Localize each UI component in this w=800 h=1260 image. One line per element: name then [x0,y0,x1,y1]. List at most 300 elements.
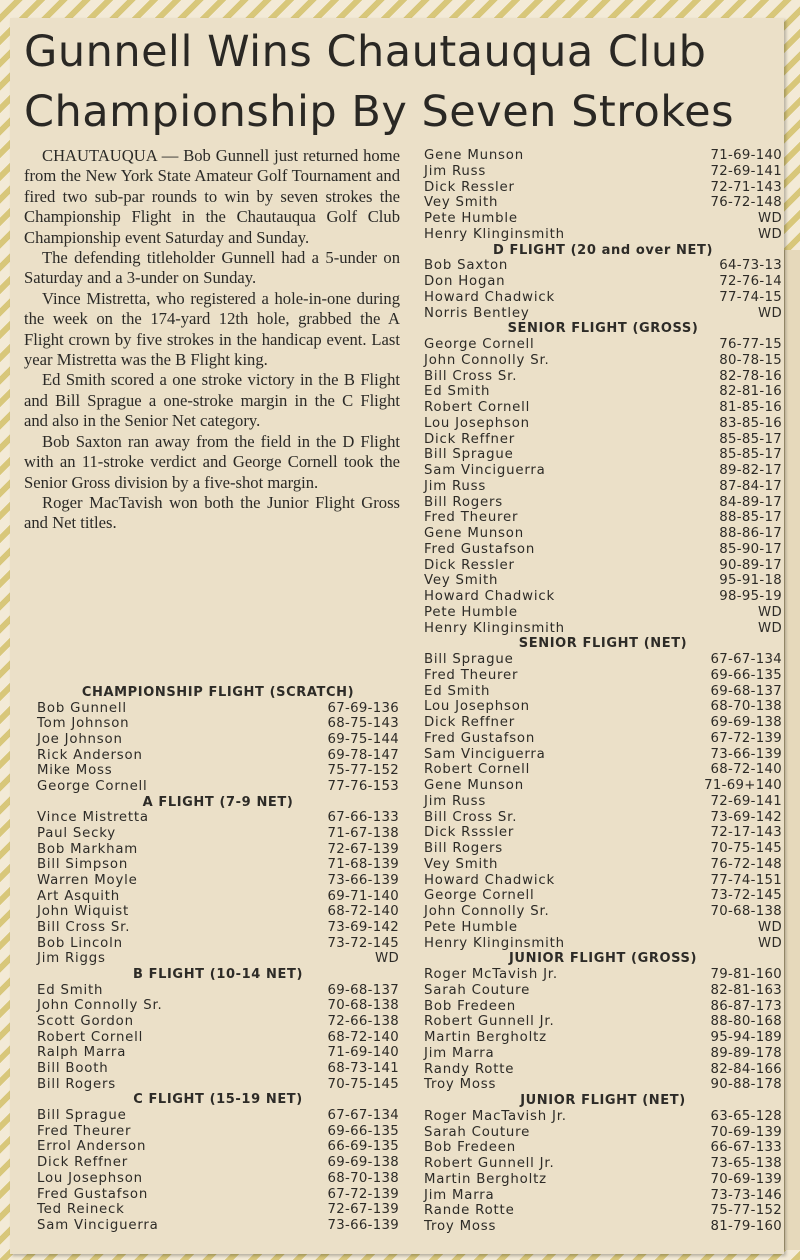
player-score: 77-76-153 [327,779,399,795]
result-row [424,164,782,180]
player-score: 88-80-168 [710,1014,782,1030]
result-row [424,983,782,999]
player-name: George Cornell [424,888,535,904]
player-name: Sarah Couture [424,982,531,998]
player-name: Gene Munson [424,778,524,793]
player-score: 85-85-17 [719,447,782,463]
result-row [424,1172,782,1188]
player-score: 72-66-138 [327,1014,399,1030]
result-row [37,1124,399,1140]
player-name: Rick Anderson [37,747,143,763]
player-name: Robert Cornell [424,400,531,415]
flight-heading: SENIOR FLIGHT (NET) [518,636,688,652]
result-row [424,1109,782,1125]
player-score: 86-87-173 [710,998,782,1014]
player-name: Troy Moss [424,1077,497,1093]
player-score: 77-74-151 [710,872,782,888]
player-score: 72-71-143 [710,179,782,195]
player-score: 71-69+140 [704,778,782,793]
player-score: 72-67-139 [327,841,399,857]
result-row [424,904,782,920]
result-row [424,936,782,952]
player-name: Martin Bergholtz [424,1171,547,1187]
result-row [37,936,399,952]
newspaper-clipping [10,18,784,1254]
player-score: 69-68-137 [327,982,399,998]
result-row [37,810,399,826]
headline-line-2: Championship By Seven Strokes [24,87,734,137]
player-score: 89-82-17 [719,463,782,478]
result-row [424,888,782,904]
results-column-left [37,685,399,1234]
player-name: Dick Ressler [424,179,515,195]
player-name: Bill Rogers [37,1076,117,1092]
result-row [37,842,399,858]
player-name: Art Asquith [37,888,121,904]
flight-heading: JUNIOR FLIGHT (GROSS) [509,951,697,967]
result-row [37,889,399,905]
player-name: Pete Humble [424,211,518,226]
player-score: 72-69-141 [710,163,782,179]
result-row [424,211,782,227]
result-row [424,337,782,353]
player-name: Warren Moyle [37,873,138,889]
player-name: Jim Riggs [37,951,106,967]
article-paragraph: Ed Smith scored a one stroke victory in the B Flight and Bill Sprague a one-stroke margin in the C Flight and also in the Senior Net category. [24,370,400,431]
result-row [424,542,782,558]
result-row [37,1045,399,1061]
player-name: Bill Cross Sr. [37,920,131,936]
headline-line-1: Gunnell Wins Chautauqua Club [24,27,707,77]
result-row [424,290,782,306]
result-row [37,998,399,1014]
result-row [424,369,782,385]
player-score: 85-85-17 [719,431,782,447]
player-name: Bill Cross Sr. [424,809,518,825]
player-name: Dick Rsssler [424,825,515,841]
player-name: Errol Anderson [37,1139,147,1155]
player-score: 69-66-135 [710,667,782,683]
player-score: 98-95-19 [719,589,782,604]
player-name: Dick Reffner [424,715,516,730]
player-name: Bill Rogers [424,841,504,856]
player-score: 95-94-189 [710,1030,782,1045]
player-score: 71-68-139 [327,857,399,873]
headline [24,22,784,142]
player-name: Troy Moss [424,1219,497,1234]
result-row [424,353,782,369]
player-score: 69-69-138 [327,1155,399,1171]
player-score: WD [375,951,399,967]
player-name: Jim Russ [424,793,487,809]
player-score: 88-86-17 [719,526,782,541]
player-name: Bob Saxton [424,258,509,274]
player-name: Vey Smith [424,856,499,872]
result-row [424,825,782,841]
result-row [424,1140,782,1156]
player-score: 75-77-152 [327,763,399,779]
player-name: Ed Smith [37,982,104,998]
result-row [424,195,782,211]
player-score: 80-78-15 [719,352,782,368]
player-name: Sam Vinciguerra [37,1217,159,1233]
result-row [424,684,782,700]
player-score: 73-72-145 [327,935,399,951]
player-score: 69-71-140 [327,888,399,904]
result-row [424,1062,782,1078]
result-row [424,1156,782,1172]
player-name: Scott Gordon [37,1014,134,1030]
player-name: Norris Bentley [424,305,530,321]
player-name: Howard Chadwick [424,589,555,604]
player-name: Bill Sprague [37,1108,127,1124]
player-score: 82-78-16 [719,368,782,384]
player-score: 76-72-148 [710,195,782,211]
result-row [424,762,782,778]
player-name: George Cornell [424,337,535,352]
result-row [424,227,782,243]
player-score: 73-66-139 [327,873,399,889]
result-row [424,274,782,290]
result-row [37,1171,399,1187]
player-name: Bob Fredeen [424,1140,516,1156]
player-name: Joe Johnson [37,732,123,748]
result-row [424,1188,782,1204]
player-score: 72-17-143 [710,825,782,841]
player-name: Bill Sprague [424,652,514,667]
result-row [424,857,782,873]
player-name: Lou Josephson [424,415,530,431]
player-score: WD [758,935,782,951]
result-row [424,306,782,322]
player-name: Sarah Couture [424,1124,531,1140]
player-name: Roger MacTavish Jr. [424,1108,567,1124]
player-score: 83-85-16 [719,415,782,431]
result-row [37,732,399,748]
result-row [424,148,782,164]
player-score: 89-89-178 [710,1045,782,1061]
result-row [424,573,782,589]
flight-heading: D FLIGHT (20 and over NET) [492,242,713,258]
player-name: Fred Theurer [37,1123,132,1139]
result-row [424,526,782,542]
player-name: Robert Gunnell Jr. [424,1014,555,1030]
result-row [37,1139,399,1155]
flight-heading: C FLIGHT (15-19 NET) [133,1092,303,1108]
result-row [424,621,782,637]
result-row [424,589,782,605]
result-row [37,920,399,936]
player-score: 68-72-140 [327,904,399,920]
result-row [424,479,782,495]
player-name: Ralph Marra [37,1045,127,1061]
result-row [424,747,782,763]
player-score: 77-74-15 [719,289,782,305]
flight-heading: JUNIOR FLIGHT (NET) [520,1093,686,1108]
player-name: Dick Reffner [424,431,516,447]
player-score: 85-90-17 [719,541,782,557]
player-name: Mike Moss [37,763,113,779]
player-name: John Connolly Sr. [424,904,550,919]
result-row [424,668,782,684]
result-row [37,1077,399,1093]
result-row [37,748,399,764]
player-name: Ted Reineck [37,1202,125,1218]
result-row [424,920,782,936]
player-score: 73-66-139 [710,746,782,762]
player-score: WD [758,226,782,242]
player-score: 68-73-141 [327,1061,399,1077]
player-score: 84-89-17 [719,494,782,510]
result-row [37,1030,399,1046]
article-paragraph: CHAUTAUQUA — Bob Gunnell just returned home from the New York State Amateur Golf Tournament and fired two sub-par rounds to win by seven strokes the Championship Flight in the Chautauqua Golf Club Championship event Saturday and Sunday. [24,146,400,247]
result-row [424,731,782,747]
result-row [37,1218,399,1234]
player-score: 64-73-13 [719,258,782,274]
result-row [424,605,782,621]
player-name: Bob Fredeen [424,998,516,1014]
player-name: Fred Theurer [424,667,519,683]
article-paragraph: The defending titleholder Gunnell had a 5-under on Saturday and a 3-under on Sunday. [24,248,400,288]
result-row [37,763,399,779]
player-name: Roger McTavish Jr. [424,967,558,982]
result-row [424,384,782,400]
player-name: Bill Sprague [424,447,514,463]
player-name: Fred Theurer [424,510,519,526]
player-score: 73-65-138 [710,1156,782,1171]
player-name: George Cornell [37,779,148,795]
result-row [37,1108,399,1124]
result-row [424,1125,782,1141]
player-score: 70-69-139 [710,1124,782,1140]
player-name: Vey Smith [424,573,499,589]
article-paragraph: Vince Mistretta, who registered a hole-in-one during the week on the 174-yard 12th hole, grabbed the A Flight crown by five strokes in the handicap event. Last year Mistretta was the B Flight king. [24,288,400,370]
result-row [37,1014,399,1030]
result-row [424,1219,782,1235]
player-score: 95-91-18 [719,573,782,589]
result-row [424,558,782,574]
player-name: Dick Reffner [37,1155,129,1171]
player-name: Bob Markham [37,841,139,857]
player-score: 73-69-142 [710,809,782,825]
results-column-right [424,148,782,1235]
player-score: 76-72-148 [710,856,782,872]
article-body [24,146,400,534]
result-row [424,1014,782,1030]
player-name: Pete Humble [424,919,518,935]
player-name: Don Hogan [424,274,506,289]
player-score: 72-76-14 [719,274,782,289]
player-score: 76-77-15 [719,337,782,352]
player-name: Fred Gustafson [424,730,536,746]
player-score: 75-77-152 [710,1203,782,1219]
player-name: Robert Gunnell Jr. [424,1156,555,1171]
player-score: 66-69-135 [327,1139,399,1155]
adjacent-clipping-edge [784,250,800,1250]
flight-heading: SENIOR FLIGHT (GROSS) [507,321,699,337]
flight-heading: B FLIGHT (10-14 NET) [133,967,303,983]
player-name: Henry Klinginsmith [424,935,565,951]
result-row [424,794,782,810]
player-score: 67-69-136 [327,700,399,716]
player-name: Jim Russ [424,478,487,494]
player-score: 63-65-128 [710,1108,782,1124]
player-score: 70-75-145 [710,841,782,856]
result-row [37,983,399,999]
player-score: 70-68-138 [327,998,399,1014]
player-score: 67-72-139 [710,730,782,746]
player-score: WD [758,211,782,226]
player-score: 81-85-16 [719,400,782,415]
result-row [37,716,399,732]
player-score: 71-69-140 [710,148,782,163]
player-name: Fred Gustafson [424,541,536,557]
result-row [37,1187,399,1203]
player-score: 69-78-147 [327,747,399,763]
result-row [37,1155,399,1171]
result-row [424,180,782,196]
player-score: 69-66-135 [327,1123,399,1139]
result-row [37,701,399,717]
player-score: 68-70-138 [710,699,782,715]
player-name: Gene Munson [424,526,524,541]
player-name: Jim Marra [424,1187,495,1203]
result-row [37,873,399,889]
player-score: 73-72-145 [710,888,782,904]
result-row [424,1030,782,1046]
player-score: 90-89-17 [719,557,782,573]
player-name: Bill Simpson [37,857,129,873]
player-name: Dick Ressler [424,557,515,573]
player-score: 71-69-140 [327,1045,399,1061]
result-row [424,495,782,511]
player-score: 72-67-139 [327,1202,399,1218]
player-score: 67-66-133 [327,810,399,826]
player-name: Howard Chadwick [424,872,555,888]
player-name: Randy Rotte [424,1061,515,1077]
player-score: 82-81-163 [710,982,782,998]
player-name: Bill Booth [37,1061,109,1077]
result-row [424,841,782,857]
player-score: 70-69-139 [710,1171,782,1187]
result-row [424,258,782,274]
player-score: 81-79-160 [710,1219,782,1234]
article-paragraph: Roger MacTavish won both the Junior Flight Gross and Net titles. [24,492,400,533]
result-row [424,463,782,479]
player-score: 70-68-138 [710,904,782,919]
player-name: Bob Gunnell [37,700,127,716]
player-score: 67-67-134 [710,652,782,667]
result-row [424,1077,782,1093]
player-name: Pete Humble [424,604,518,620]
player-name: Jim Marra [424,1045,495,1061]
player-score: WD [758,604,782,620]
player-name: Bob Lincoln [37,935,123,951]
result-row [424,967,782,983]
player-score: WD [758,305,782,321]
player-score: 73-69-142 [327,920,399,936]
flight-heading: CHAMPIONSHIP FLIGHT (SCRATCH) [81,685,355,700]
player-name: Bill Rogers [424,494,504,510]
player-name: Sam Vinciguerra [424,463,546,478]
player-score: 66-67-133 [710,1140,782,1156]
player-name: Lou Josephson [37,1170,143,1186]
player-score: 68-75-143 [327,716,399,732]
player-name: Paul Secky [37,826,116,842]
player-score: 68-70-138 [327,1170,399,1186]
player-name: Henry Klinginsmith [424,620,565,636]
flight-heading: A FLIGHT (7-9 NET) [142,794,294,810]
player-name: Martin Bergholtz [424,1030,547,1045]
player-name: Henry Klinginsmith [424,226,565,242]
player-name: Vey Smith [424,195,499,211]
result-row [424,652,782,668]
player-score: 82-81-16 [719,384,782,400]
result-row [424,400,782,416]
player-score: WD [758,620,782,636]
player-score: 67-72-139 [327,1186,399,1202]
article-paragraph: Bob Saxton ran away from the field in the D Flight with an 11-stroke verdict and George Cornell took the Senior Gross division by a five-shot margin. [24,431,400,492]
result-row [424,699,782,715]
result-row [37,951,399,967]
player-name: John Connolly Sr. [424,352,550,368]
result-row [424,1046,782,1062]
result-row [37,779,399,795]
result-row [424,1203,782,1219]
player-name: Robert Cornell [37,1029,144,1045]
player-name: Robert Cornell [424,762,531,778]
player-score: 82-84-166 [710,1061,782,1077]
player-score: WD [758,919,782,935]
result-row [424,778,782,794]
result-row [37,826,399,842]
player-name: John Connolly Sr. [37,998,163,1014]
player-name: Ed Smith [424,384,491,400]
result-row [424,999,782,1015]
player-score: 73-73-146 [710,1187,782,1203]
player-name: Jim Russ [424,163,487,179]
player-score: 90-88-178 [710,1077,782,1093]
player-name: Ed Smith [424,683,491,699]
player-score: 69-68-137 [710,683,782,699]
player-name: Tom Johnson [37,716,130,732]
player-name: Sam Vinciguerra [424,746,546,762]
player-score: 69-69-138 [710,715,782,730]
result-row [37,1061,399,1077]
player-score: 72-69-141 [710,793,782,809]
result-row [424,447,782,463]
player-name: Bill Cross Sr. [424,368,518,384]
player-name: Vince Mistretta [37,810,149,826]
player-score: 67-67-134 [327,1108,399,1124]
player-score: 88-85-17 [719,510,782,526]
result-row [424,510,782,526]
result-row [37,1202,399,1218]
player-score: 70-75-145 [327,1076,399,1092]
player-name: Rande Rotte [424,1203,515,1219]
player-score: 87-84-17 [719,478,782,494]
result-row [424,432,782,448]
result-row [37,857,399,873]
result-row [424,715,782,731]
player-score: 71-67-138 [327,826,399,842]
player-name: Fred Gustafson [37,1186,149,1202]
player-score: 79-81-160 [710,967,782,982]
player-name: Gene Munson [424,148,524,163]
player-name: Lou Josephson [424,699,530,715]
player-name: John Wiquist [37,904,129,920]
result-row [424,810,782,826]
